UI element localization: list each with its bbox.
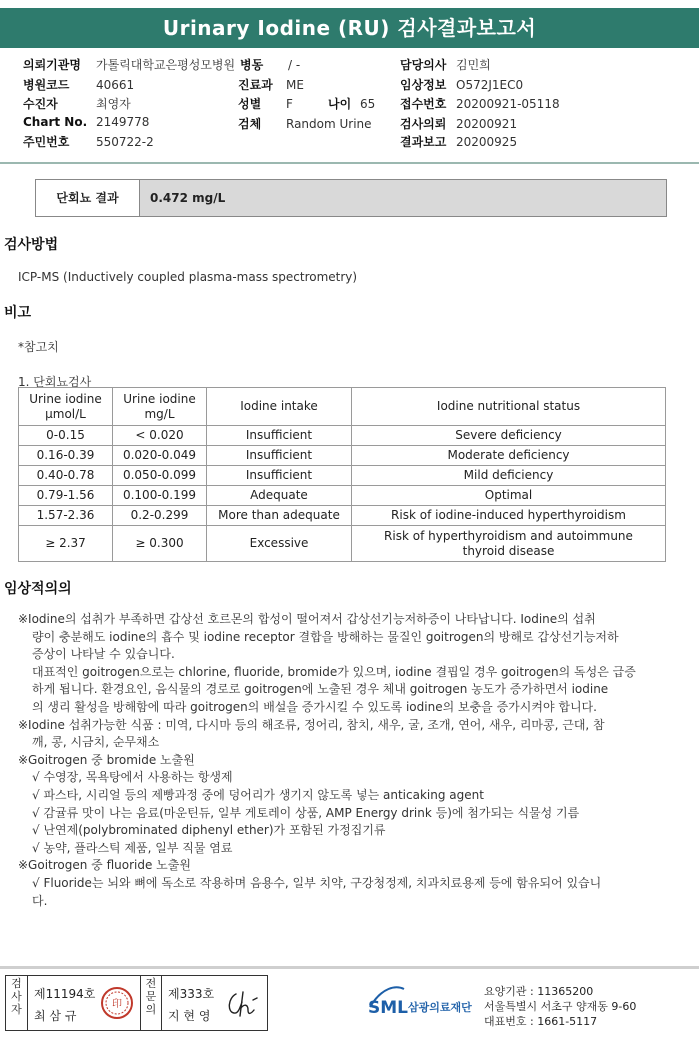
cell: More than adequate — [207, 506, 352, 526]
clinical-line: ※Iodine의 섭취가 부족하면 갑상선 호르몬의 합성이 떨어져서 갑상선기능저하증이 나타납니다. Iodine의 섭취 — [18, 612, 596, 626]
table-header-row — [19, 388, 666, 426]
clinical-line: ※Iodine 섭취가능한 식품 : 미역, 다시마 등의 해조류, 정어리, 참치, 새우, 굴, 조개, 연어, 새우, 리마콩, 근대, 참 — [18, 717, 605, 732]
cell: 1.57-2.36 — [19, 506, 113, 526]
org-name: 삼광의료재단 — [408, 1001, 472, 1014]
cell: 0.40-0.78 — [19, 466, 113, 486]
clinical-line: 다. — [32, 893, 48, 908]
th-status: Iodine nutritional status — [352, 388, 666, 426]
cell: Insufficient — [207, 466, 352, 486]
clinical-line: 대표적인 goitrogen으로는 chlorine, fluoride, bromide가 있으며, iodine 결핍일 경우 goitrogen의 독성은 급증 — [32, 664, 636, 679]
reference-table — [18, 387, 666, 562]
header-hospital-code: 병원코드 40661 — [23, 78, 135, 92]
cell: Severe deficiency — [352, 426, 666, 446]
clinical-line: 깨, 콩, 시금치, 순무채소 — [32, 735, 160, 750]
cell: 0.100-0.199 — [113, 486, 207, 506]
cell: ≥ 0.300 — [113, 526, 207, 562]
org-line: 요양기관 : 11365200 — [484, 985, 594, 998]
examiner-no: 제11194호 — [34, 987, 96, 1001]
header-divider — [0, 162, 699, 164]
sml-logo — [366, 983, 481, 1022]
logo-text: SML — [368, 998, 408, 1018]
clinical-heading: 임상적의의 — [4, 581, 72, 597]
header-request-date: 검사의뢰 20200921 — [400, 117, 518, 131]
clinical-line: 량이 충분해도 iodine의 흡수 및 iodine receptor 결합을 방해하는 물질인 goitrogen의 방해로 갑상선기능저하 — [32, 629, 619, 644]
cell: Optimal — [352, 486, 666, 506]
examiner-label: 검 사 자 — [6, 976, 28, 1030]
header-ward: 병동 / - — [240, 58, 301, 72]
table-row — [19, 506, 666, 526]
remarks-heading: 비고 — [4, 305, 32, 321]
header-department: 진료과 ME — [238, 78, 304, 92]
header-clinical-info: 임상정보 O572J1EC0 — [400, 78, 524, 92]
header-chart-no: Chart No. 2149778 — [23, 115, 150, 129]
header-doctor: 담당의사 김민희 — [400, 58, 491, 72]
cell: Adequate — [207, 486, 352, 506]
cell: Risk of hyperthyroidism and autoimmune thyroid disease — [352, 526, 666, 562]
clinical-line: ※Goitrogen 중 bromide 노출원 — [18, 752, 195, 767]
reference-label: *참고치 — [18, 340, 59, 354]
org-line: 서울특별시 서초구 양재동 9-60 — [484, 1000, 637, 1013]
clinical-line: √ 수영장, 목욕탕에서 사용하는 항생제 — [32, 770, 233, 785]
method-text: ICP-MS (Inductively coupled plasma-mass spectrometry) — [18, 270, 358, 284]
clinical-line: 의 생리 활성을 방해함에 따라 goitrogen의 배설을 증가시킬 수 있도록 iodine의 보충을 증가시켜야 합니다. — [32, 699, 597, 714]
specialist-label: 전 문 의 — [140, 976, 162, 1030]
footer-divider — [0, 966, 699, 969]
single-urine-label: 1. 단회뇨검사 — [18, 375, 92, 389]
org-info — [484, 984, 636, 1029]
signature-box — [5, 975, 268, 1031]
th-intake: Iodine intake — [207, 388, 352, 426]
method-heading: 검사방법 — [4, 237, 59, 253]
org-line: 대표번호 : 1661-5117 — [484, 1015, 598, 1028]
clinical-line: √ 난연제(polybrominated diphenyl ether)가 포함된 가정집기류 — [32, 823, 386, 838]
result-box — [35, 179, 667, 217]
cell: 0-0.15 — [19, 426, 113, 446]
cell: 0.79-1.56 — [19, 486, 113, 506]
table-row — [19, 426, 666, 446]
header-specimen: 검체 Random Urine — [238, 117, 372, 131]
header-age: 나이 65 — [328, 97, 376, 111]
cell: Mild deficiency — [352, 466, 666, 486]
table-row — [19, 486, 666, 506]
seal-text: 印 — [112, 999, 122, 1010]
signature-icon — [224, 988, 262, 1020]
cell: Excessive — [207, 526, 352, 562]
cell: Moderate deficiency — [352, 446, 666, 466]
cell: Risk of iodine-induced hyperthyroidism — [352, 506, 666, 526]
th-umol: Urine iodine μmol/L — [19, 388, 113, 426]
clinical-line: 증상이 나타날 수 있습니다. — [32, 647, 175, 662]
header-sex: 성별 F — [238, 97, 293, 111]
cell: 0.020-0.049 — [113, 446, 207, 466]
header-hospital: 의뢰기관명 가톨릭대학교은평성모병원 — [23, 58, 236, 72]
cell: ≥ 2.37 — [19, 526, 113, 562]
header-receipt-no: 접수번호 20200921-05118 — [400, 97, 560, 111]
cell: 0.16-0.39 — [19, 446, 113, 466]
table-row — [19, 446, 666, 466]
table-row — [19, 466, 666, 486]
header-report-date: 결과보고 20200925 — [400, 135, 518, 149]
seal-icon — [100, 986, 134, 1020]
clinical-text — [18, 611, 658, 910]
specialist-no: 제333호 — [168, 987, 215, 1001]
cell: 0.050-0.099 — [113, 466, 207, 486]
table-row — [19, 526, 666, 562]
clinical-line: √ 감귤류 맛이 나는 음료(마운틴듀, 일부 게토레이 상품, AMP Energy drink 등)에 첨가되는 식물성 기름 — [32, 805, 580, 820]
header-patient: 수진자 최영자 — [23, 97, 131, 111]
clinical-line: ※Goitrogen 중 fluoride 노출원 — [18, 858, 191, 873]
header-resident-no: 주민번호 550722-2 — [23, 135, 154, 149]
cell: Insufficient — [207, 426, 352, 446]
th-mgl: Urine iodine mg/L — [113, 388, 207, 426]
clinical-line: 하게 됩니다. 환경요인, 음식물의 경로로 goitrogen에 노출된 경우 체내 goitrogen 농도가 증가하면서 iodine — [32, 682, 609, 697]
cell: Insufficient — [207, 446, 352, 466]
clinical-line: √ 파스타, 시리얼 등의 제빵과정 중에 덩어리가 생기지 않도록 넣는 anticaking agent — [32, 787, 484, 802]
clinical-line: √ 농약, 플라스틱 제품, 일부 직물 염료 — [32, 840, 233, 855]
cell: < 0.020 — [113, 426, 207, 446]
cell: 0.2-0.299 — [113, 506, 207, 526]
result-value: 0.472 mg/L — [150, 191, 226, 205]
report-title: Urinary Iodine (RU) 검사결과보고서 — [0, 8, 699, 48]
clinical-line: √ Fluoride는 뇌와 뼈에 독소로 작용하며 음용수, 일부 치약, 구강청정제, 치과치료용제 등에 함유되어 있습니 — [32, 875, 602, 890]
examiner-name: 최 삼 규 — [34, 1009, 77, 1023]
specialist-name: 지 현 영 — [168, 1009, 211, 1023]
result-label: 단회뇨 결과 — [36, 180, 140, 216]
